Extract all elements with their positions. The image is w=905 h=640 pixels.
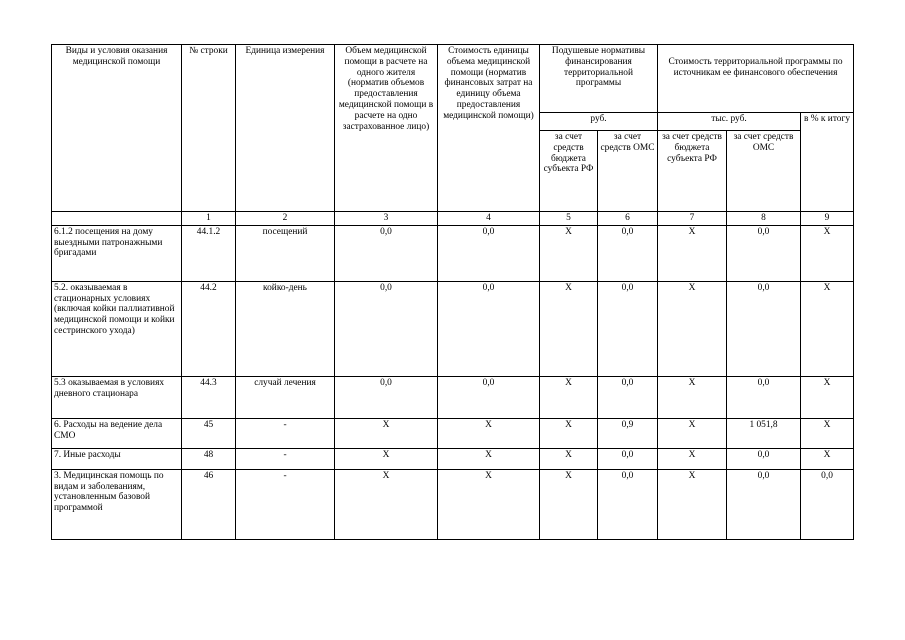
row-pc-oms: 0,0 <box>598 281 658 376</box>
header-percent-total: в % к итогу <box>801 113 854 212</box>
header-pc-oms: за счет средств ОМС <box>598 131 658 212</box>
column-number: 7 <box>658 212 727 226</box>
row-line: 48 <box>182 448 236 469</box>
column-number: 8 <box>727 212 801 226</box>
row-percent: Х <box>801 448 854 469</box>
row-tc-oms: 0,0 <box>727 225 801 281</box>
row-pc-budget: Х <box>540 281 598 376</box>
header-program-cost: Стоимость территориальной программы по источникам ее финансового обеспечения <box>658 45 854 113</box>
column-number: 9 <box>801 212 854 226</box>
table-row <box>52 469 854 539</box>
row-cost: Х <box>438 448 540 469</box>
row-cost: 0,0 <box>438 376 540 418</box>
row-percent: 0,0 <box>801 469 854 539</box>
row-pc-budget: Х <box>540 225 598 281</box>
table-row <box>52 376 854 418</box>
row-pc-oms: 0,0 <box>598 225 658 281</box>
row-tc-budget: Х <box>658 448 727 469</box>
row-percent: Х <box>801 376 854 418</box>
row-name: 6.1.2 посещения на дому выездными патронажными бригадами <box>52 225 182 281</box>
row-line: 44.2 <box>182 281 236 376</box>
column-number: 3 <box>335 212 438 226</box>
column-number-empty <box>52 212 182 226</box>
row-volume: 0,0 <box>335 376 438 418</box>
row-pc-oms: 0,0 <box>598 448 658 469</box>
table-row <box>52 225 854 281</box>
row-pc-oms: 0,0 <box>598 469 658 539</box>
row-name: 5.2. оказываемая в стационарных условиях (включая койки паллиативной медицинской помощи и койки сестринского ухода) <box>52 281 182 376</box>
row-name: 7. Иные расходы <box>52 448 182 469</box>
column-number: 2 <box>236 212 335 226</box>
row-line: 44.1.2 <box>182 225 236 281</box>
row-percent: Х <box>801 418 854 448</box>
row-pc-oms: 0,9 <box>598 418 658 448</box>
table-row <box>52 418 854 448</box>
row-unit: - <box>236 469 335 539</box>
column-number: 6 <box>598 212 658 226</box>
header-rub: руб. <box>540 113 658 131</box>
financing-table <box>51 44 854 540</box>
row-cost: Х <box>438 418 540 448</box>
header-volume: Объем медицинской помощи в расчете на одного жителя (норматив объемов предоставления медицинской помощи в расчете на одно застрахованное лицо) <box>335 45 438 212</box>
row-line: 44.3 <box>182 376 236 418</box>
row-tc-oms: 1 051,8 <box>727 418 801 448</box>
header-pc-budget: за счет средств бюджета субъекта РФ <box>540 131 598 212</box>
row-unit: - <box>236 418 335 448</box>
row-tc-oms: 0,0 <box>727 448 801 469</box>
row-tc-budget: Х <box>658 376 727 418</box>
header-thousand-rub: тыс. руб. <box>658 113 801 131</box>
row-tc-budget: Х <box>658 469 727 539</box>
row-pc-oms: 0,0 <box>598 376 658 418</box>
row-percent: Х <box>801 281 854 376</box>
row-name: 6. Расходы на ведение дела СМО <box>52 418 182 448</box>
table-body <box>52 225 854 539</box>
header-unit: Единица измерения <box>236 45 335 212</box>
row-tc-oms: 0,0 <box>727 281 801 376</box>
header-type: Виды и условия оказания медицинской помощи <box>52 45 182 212</box>
row-pc-budget: Х <box>540 376 598 418</box>
table-row <box>52 281 854 376</box>
header-percapita: Подушевые нормативы финансирования территориальной программы <box>540 45 658 113</box>
row-name: 3. Медицинская помощь по видам и заболеваниям, установленным базовой программой <box>52 469 182 539</box>
row-unit: койко-день <box>236 281 335 376</box>
row-cost: Х <box>438 469 540 539</box>
row-volume: Х <box>335 448 438 469</box>
row-unit: - <box>236 448 335 469</box>
column-number: 5 <box>540 212 598 226</box>
table-row <box>52 448 854 469</box>
header-tc-budget: за счет средств бюджета субъекта РФ <box>658 131 727 212</box>
column-number: 4 <box>438 212 540 226</box>
row-tc-budget: Х <box>658 225 727 281</box>
row-pc-budget: Х <box>540 469 598 539</box>
row-line: 45 <box>182 418 236 448</box>
row-tc-budget: Х <box>658 281 727 376</box>
row-volume: 0,0 <box>335 281 438 376</box>
row-name: 5.3 оказываемая в условиях дневного стационара <box>52 376 182 418</box>
row-pc-budget: Х <box>540 448 598 469</box>
row-tc-oms: 0,0 <box>727 376 801 418</box>
column-number: 1 <box>182 212 236 226</box>
row-volume: Х <box>335 418 438 448</box>
row-percent: Х <box>801 225 854 281</box>
column-numbers-row <box>52 212 854 226</box>
row-volume: Х <box>335 469 438 539</box>
table-header <box>52 45 854 226</box>
row-unit: посещений <box>236 225 335 281</box>
row-unit: случай лечения <box>236 376 335 418</box>
header-cost: Стоимость единицы объема медицинской помощи (норматив финансовых затрат на единицу объема предоставления медицинской помощи) <box>438 45 540 212</box>
row-tc-budget: Х <box>658 418 727 448</box>
row-line: 46 <box>182 469 236 539</box>
row-tc-oms: 0,0 <box>727 469 801 539</box>
row-cost: 0,0 <box>438 281 540 376</box>
row-pc-budget: Х <box>540 418 598 448</box>
row-cost: 0,0 <box>438 225 540 281</box>
header-line: № строки <box>182 45 236 212</box>
row-volume: 0,0 <box>335 225 438 281</box>
header-tc-oms: за счет средств ОМС <box>727 131 801 212</box>
